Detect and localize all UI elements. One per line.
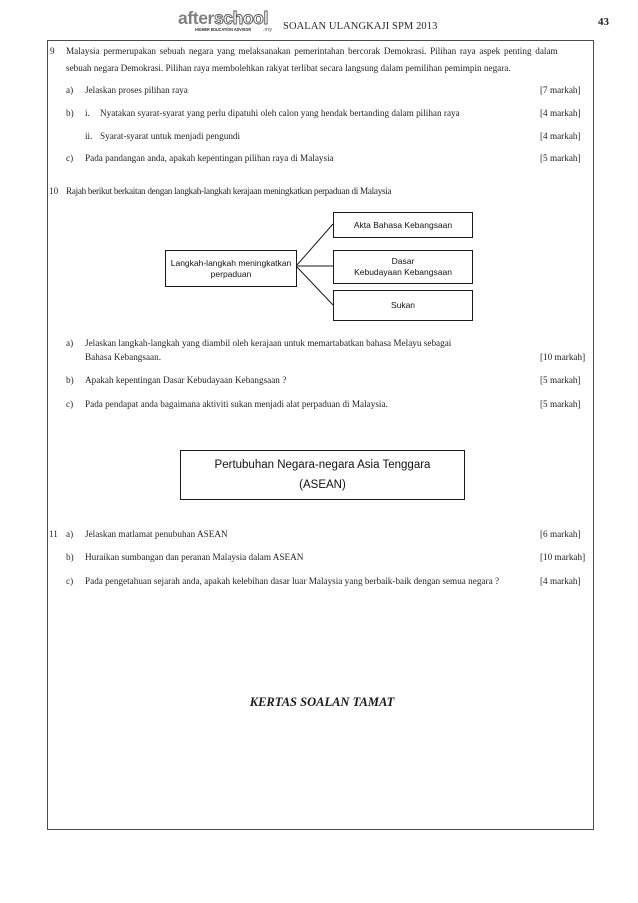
part-text: Huraikan sumbangan dan peranan Malaysia dalam ASEAN — [85, 552, 304, 562]
logo-word-after: after — [178, 8, 214, 28]
subpart-label: i. — [85, 108, 90, 118]
marks-label: [10 markah] — [540, 352, 586, 362]
marks-label: [10 markah] — [540, 552, 586, 562]
marks-label: [5 markah] — [540, 375, 581, 385]
part-label: a) — [66, 338, 74, 348]
part-text: Bahasa Kebangsaan. — [85, 352, 162, 362]
part-label: b) — [66, 552, 74, 562]
part-text: Pada pengetahuan sejarah anda, apakah kelebihan dasar luar Malaysia yang berbaik-baik dengan semua negara ? — [85, 576, 500, 586]
diagram-branch-line: Dasar — [391, 256, 415, 266]
logo-tagline: HIGHER EDUCATION ADVISOR — [195, 28, 252, 33]
asean-stimulus-box — [180, 450, 465, 500]
diagram-branch-box — [333, 212, 473, 238]
marks-label: [6 markah] — [540, 529, 581, 539]
question-number: 10 — [49, 186, 59, 196]
diagram-branch-line: Kebudayaan Kebangsaan — [354, 267, 452, 277]
marks-label: [5 markah] — [540, 399, 581, 409]
subpart-text: Syarat-syarat untuk menjadi pengundi — [100, 131, 241, 141]
diagram-center-line: Langkah-langkah meningkatkan — [170, 257, 292, 268]
marks-label: [4 markah] — [540, 131, 581, 141]
marks-label: [5 markah] — [540, 153, 581, 163]
marks-label: [4 markah] — [540, 108, 581, 118]
diagram-center-line: perpaduan — [210, 268, 252, 279]
part-label: b) — [66, 108, 74, 118]
subpart-label: ii. — [85, 131, 93, 141]
part-text: Apakah kepentingan Dasar Kebudayaan Kebangsaan ? — [85, 375, 287, 385]
question-number: 9 — [50, 46, 55, 56]
diagram-branch-box — [333, 250, 473, 284]
asean-box-line: Pertubuhan Negara-negara Asia Tenggara — [214, 459, 431, 471]
question-stem-line: Malaysia permerupakan sebuah negara yang melaksanakan pemerintahan bercorak Demokrasi. Pilihan raya aspek penting dalam — [66, 46, 558, 56]
page-number: 43 — [598, 16, 609, 28]
marks-label: [7 markah] — [540, 85, 581, 95]
question-stem-line: sebuah negara Demokrasi. Pilihan raya membolehkan rakyat terlibat secara langsung dalam pemilihan pemimpin negara. — [66, 63, 511, 73]
part-label: c) — [66, 153, 74, 163]
header-title: SOALAN ULANGKAJI SPM 2013 — [283, 21, 438, 32]
logo-word-school: school — [213, 8, 268, 28]
diagram-branch-box — [333, 290, 473, 321]
part-label: c) — [66, 399, 74, 409]
end-of-paper-note: KERTAS SOALAN TAMAT — [249, 695, 395, 709]
part-text: Jelaskan langkah-langkah yang diambil oleh kerajaan untuk memartabatkan bahasa Melayu sebagai — [85, 338, 452, 348]
part-label: c) — [66, 576, 74, 586]
asean-box-line: (ASEAN) — [299, 479, 346, 491]
question-number: 11 — [49, 529, 58, 539]
marks-label: [4 markah] — [540, 576, 581, 586]
part-label: a) — [66, 529, 74, 539]
part-label: b) — [66, 375, 74, 385]
diagram-center-box — [165, 250, 297, 287]
part-label: a) — [66, 85, 74, 95]
diagram-branch-line: Sukan — [390, 300, 416, 310]
part-text: Jelaskan proses pilihan raya — [85, 85, 188, 95]
part-text: Pada pandangan anda, apakah kepentingan pilihan raya di Malaysia — [85, 153, 334, 163]
part-text: Jelaskan matlamat penubuhan ASEAN — [85, 529, 228, 539]
part-text: Pada pendapat anda bagaimana aktiviti sukan menjadi alat perpaduan di Malaysia. — [85, 399, 388, 409]
subpart-text: Nyatakan syarat-syarat yang perlu dipatuhi oleh calon yang hendak bertanding dalam pilihan raya — [100, 108, 460, 118]
logo-domain-suffix: .my — [263, 27, 273, 33]
afterschool-logo — [178, 8, 268, 28]
question-stem-line: Rajah berikut berkaitan dengan langkah-langkah kerajaan meningkatkan perpaduan di Malaysia — [66, 186, 392, 196]
diagram-branch-line: Akta Bahasa Kebangsaan — [353, 219, 453, 230]
